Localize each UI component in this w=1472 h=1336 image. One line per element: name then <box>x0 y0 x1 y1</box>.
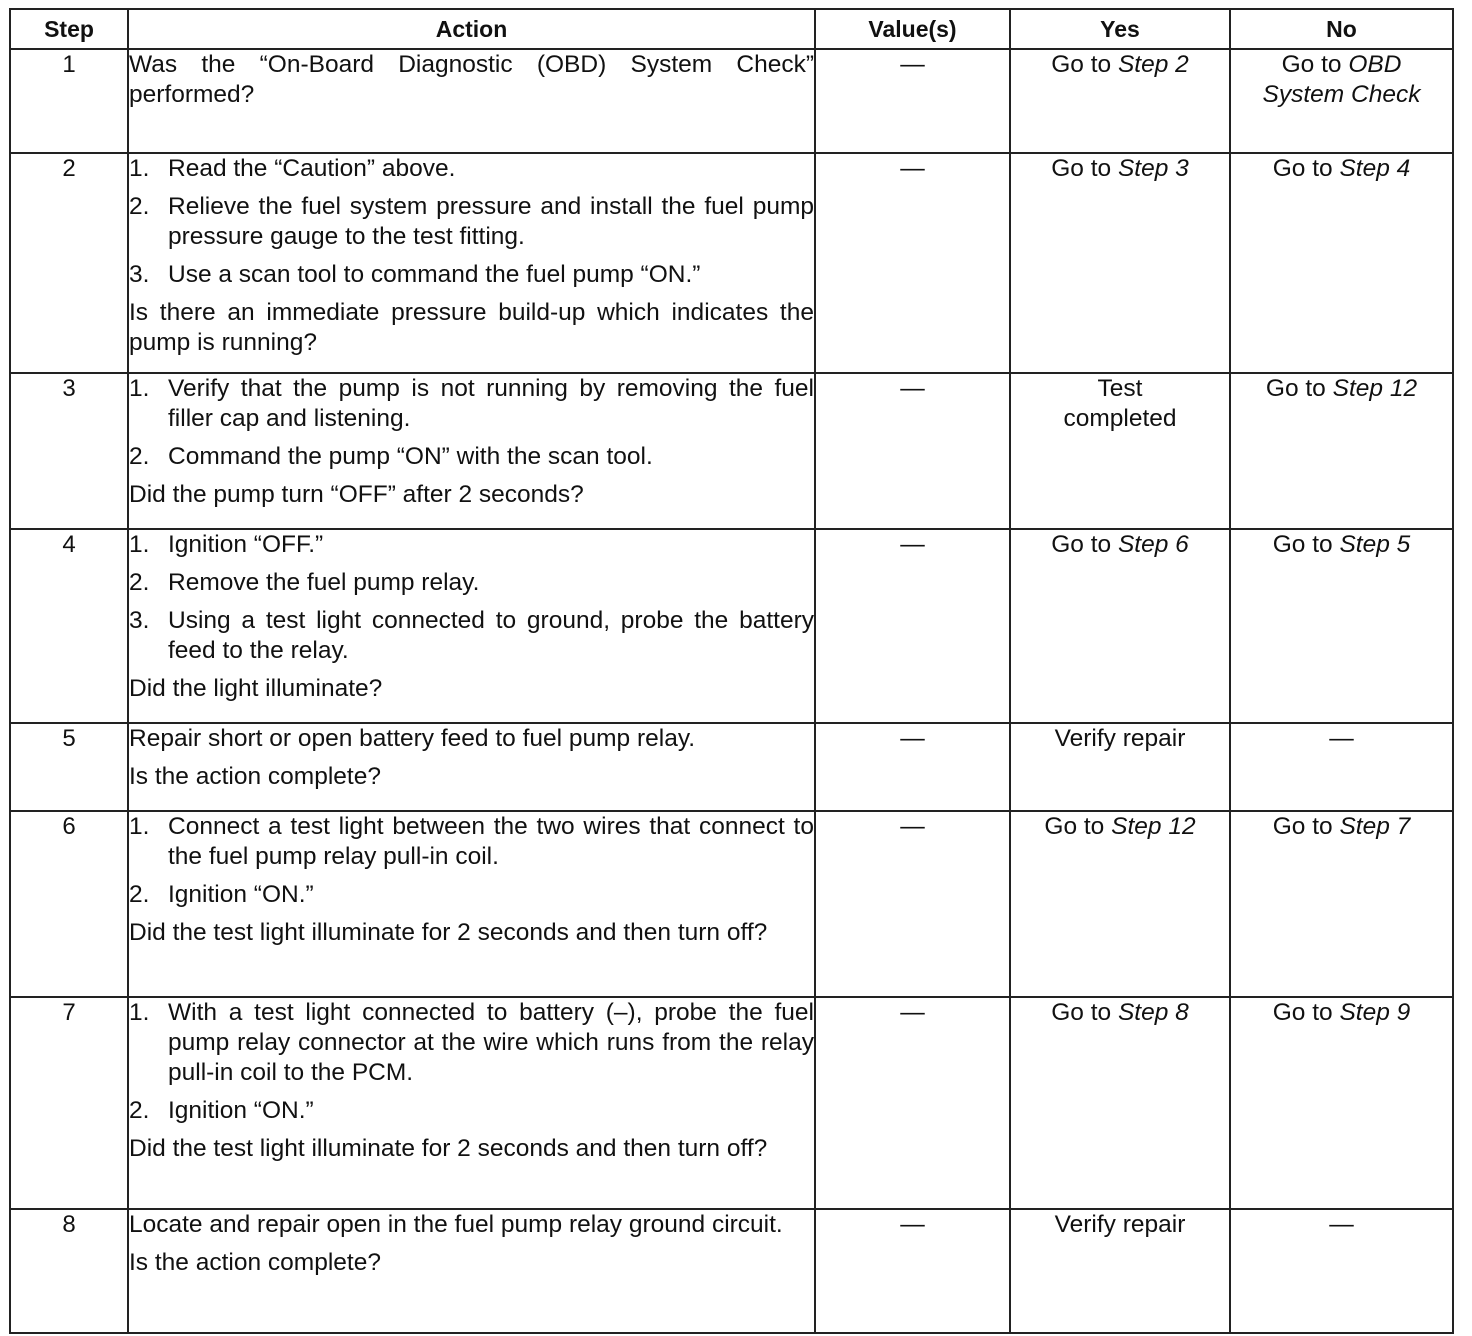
action-item: 2. Command the pump “ON” with the scan tool. <box>129 443 653 470</box>
step-number: 7 <box>10 997 128 1209</box>
value-cell: — <box>815 811 1010 997</box>
action-question: Is there an immediate pressure build-up which indicates the pump is running? <box>129 299 814 356</box>
action-cell <box>128 811 815 997</box>
action-question: Did the test light illuminate for 2 seconds and then turn off? <box>129 1135 768 1162</box>
action-question: Did the test light illuminate for 2 seconds and then turn off? <box>129 919 768 946</box>
action-item: 3. Using a test light connected to ground, probe the battery feed to the relay. <box>129 607 814 664</box>
step-number: 8 <box>10 1209 128 1333</box>
yes-cell: Verify repair <box>1010 1209 1230 1333</box>
value-cell: — <box>815 373 1010 529</box>
action-cell <box>128 529 815 723</box>
action-question: Is the action complete? <box>129 763 381 790</box>
action-item: 1. With a test light connected to battery (–), probe the fuel pump relay connector at the wire which runs from the relay pull-in coil to the PCM. <box>129 999 814 1086</box>
action-item: 1. Ignition “OFF.” <box>129 531 324 558</box>
yes-prefix: Go to <box>1051 51 1118 78</box>
action-cell <box>128 153 815 373</box>
yes-cell: Go to Step 8 <box>1010 997 1230 1209</box>
action-item: 2. Relieve the fuel system pressure and install the fuel pump pressure gauge to the test fitting. <box>129 193 814 250</box>
step-number: 5 <box>10 723 128 811</box>
step-number: 2 <box>10 153 128 373</box>
header-no: No <box>1230 9 1453 49</box>
yes-cell: Verify repair <box>1010 723 1230 811</box>
no-cell: Go to Step 5 <box>1230 529 1453 723</box>
no-prefix: Go to <box>1281 51 1349 78</box>
action-cell <box>128 49 815 153</box>
yes-target: Step 2 <box>1117 51 1189 78</box>
table-row <box>10 811 1453 997</box>
action-cell <box>128 723 815 811</box>
action-question: Did the light illuminate? <box>129 675 383 702</box>
table-row <box>10 49 1453 153</box>
action-item: 1. Verify that the pump is not running by removing the fuel filler cap and listening. <box>129 375 814 432</box>
action-cell <box>128 997 815 1209</box>
action-item: 3. Use a scan tool to command the fuel pump “ON.” <box>129 261 701 288</box>
table-row <box>10 529 1453 723</box>
header-step: Step <box>10 9 128 49</box>
table-row <box>10 1209 1453 1333</box>
step-number: 6 <box>10 811 128 997</box>
no-cell: Go to Step 4 <box>1230 153 1453 373</box>
no-cell: Go to Step 12 <box>1230 373 1453 529</box>
value-cell: — <box>815 1209 1010 1333</box>
table-row <box>10 997 1453 1209</box>
value-cell: — <box>815 49 1010 153</box>
no-cell <box>1230 49 1453 153</box>
value-cell: — <box>815 529 1010 723</box>
action-lead: Repair short or open battery feed to fuel pump relay. <box>129 725 696 752</box>
table-row <box>10 373 1453 529</box>
yes-cell <box>1010 49 1230 153</box>
action-question: Is the action complete? <box>129 1249 381 1276</box>
no-cell: Go to Step 7 <box>1230 811 1453 997</box>
header-values: Value(s) <box>815 9 1010 49</box>
action-item: 2. Remove the fuel pump relay. <box>129 569 480 596</box>
no-cell: Go to Step 9 <box>1230 997 1453 1209</box>
value-cell: — <box>815 153 1010 373</box>
table-row <box>10 153 1453 373</box>
action-item: 2. Ignition “ON.” <box>129 881 314 908</box>
action-item: 1. Connect a test light between the two wires that connect to the fuel pump relay pull-in coil. <box>129 813 814 870</box>
value-cell: — <box>815 997 1010 1209</box>
step-number: 4 <box>10 529 128 723</box>
step-number: 3 <box>10 373 128 529</box>
no-target: OBD System Check <box>1262 51 1421 108</box>
action-cell <box>128 373 815 529</box>
action-item: 1. Read the “Caution” above. <box>129 155 456 182</box>
header-yes: Yes <box>1010 9 1230 49</box>
action-cell <box>128 1209 815 1333</box>
header-action: Action <box>128 9 815 49</box>
action-lead: Locate and repair open in the fuel pump relay ground circuit. <box>129 1211 783 1238</box>
yes-cell: Go to Step 6 <box>1010 529 1230 723</box>
header-row <box>10 9 1453 49</box>
action-question: Was the “On-Board Diagnostic (OBD) System Check” performed? <box>129 51 814 108</box>
no-cell: — <box>1230 723 1453 811</box>
yes-cell: Go to Step 12 <box>1010 811 1230 997</box>
value-cell: — <box>815 723 1010 811</box>
yes-cell: Go to Step 3 <box>1010 153 1230 373</box>
action-question: Did the pump turn “OFF” after 2 seconds? <box>129 481 584 508</box>
no-cell: — <box>1230 1209 1453 1333</box>
table-row <box>10 723 1453 811</box>
action-item: 2. Ignition “ON.” <box>129 1097 314 1124</box>
step-number: 1 <box>10 49 128 153</box>
diagnostic-table <box>9 8 1454 1334</box>
yes-cell: Test completed <box>1010 373 1230 529</box>
